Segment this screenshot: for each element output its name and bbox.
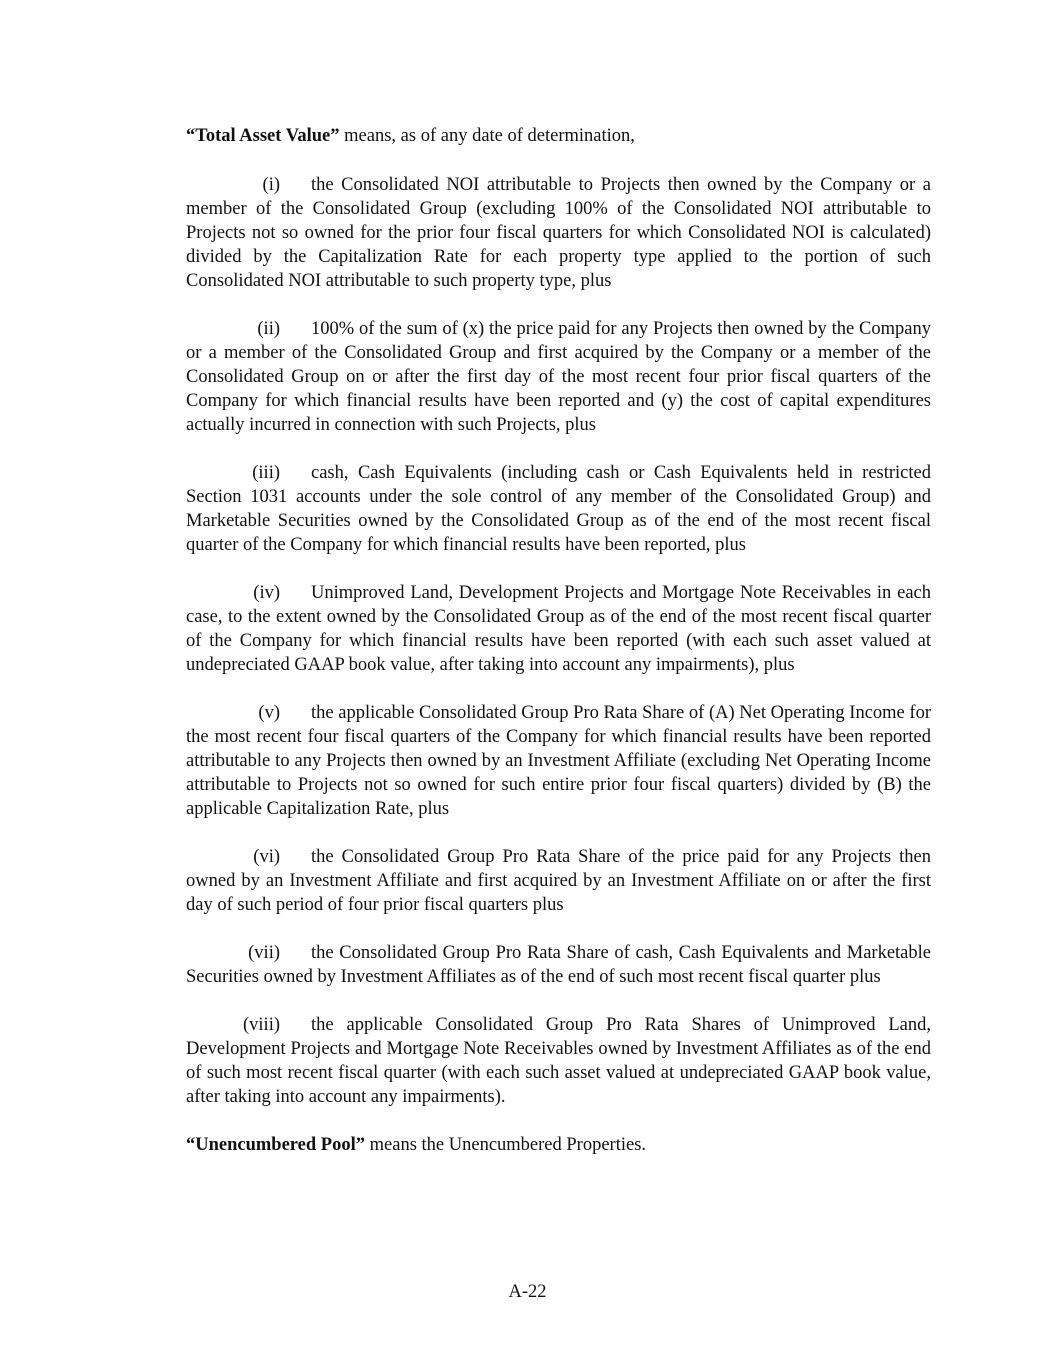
clause-number: (vi): [253, 847, 280, 867]
clause-ii: [186, 317, 931, 437]
clause-text: the Consolidated Group Pro Rata Share of the price paid for any Projects then owned by an Investment Affiliate and first acquired by an Investment Affiliate on or after the first day of such period of four prior fiscal quarters plus: [186, 847, 931, 915]
clause-viii: [186, 1013, 931, 1109]
defined-term: “Total Asset Value”: [186, 126, 340, 146]
clause-text: the applicable Consolidated Group Pro Rata Shares of Unimproved Land, Development Projects and Mortgage Note Receivables owned by Investment Affiliates as of the end of such most recent fiscal quarter (with each such asset valued at undepreciated GAAP book value, after taking into account any impairments).: [186, 1015, 931, 1107]
clause-text: the applicable Consolidated Group Pro Rata Share of (A) Net Operating Income for the most recent four fiscal quarters of the Company for which financial results have been reported attributable to any Projects then owned by an Investment Affiliate (excluding Net Operating Income attributable to Projects not so owned for such entire prior four fiscal quarters) divided by (B) the applicable Capitalization Rate, plus: [186, 703, 931, 819]
clause-number: (ii): [257, 319, 280, 339]
document-body: [186, 124, 931, 1157]
definition-total-asset-value: [186, 124, 931, 148]
clause-number: (i): [262, 175, 280, 195]
clause-vii: [186, 941, 931, 989]
clause-number: (iv): [253, 583, 280, 603]
clause-text: the Consolidated NOI attributable to Projects then owned by the Company or a member of the Consolidated Group (excluding 100% of the Consolidated NOI attributable to Projects not so owned for the prior four fiscal quarters for which Consolidated NOI is calculated) divided by the Capitalization Rate for each property type applied to the portion of such Consolidated NOI attributable to such property type, plus: [186, 175, 931, 291]
definition-unencumbered-pool: [186, 1133, 931, 1157]
clause-i: [186, 173, 931, 293]
clause-text: the Consolidated Group Pro Rata Share of cash, Cash Equivalents and Marketable Securities owned by Investment Affiliates as of the end of such most recent fiscal quarter plus: [186, 943, 931, 987]
clause-number: (vii): [248, 943, 280, 963]
defined-term: “Unencumbered Pool”: [186, 1135, 366, 1155]
clause-v: [186, 701, 931, 821]
clause-number: (v): [258, 703, 280, 723]
definition-text: means, as of any date of determination,: [339, 126, 635, 146]
clause-number: (iii): [252, 463, 280, 483]
clause-iv: [186, 581, 931, 677]
clause-text: Unimproved Land, Development Projects and Mortgage Note Receivables in each case, to the extent owned by the Consolidated Group as of the end of the most recent fiscal quarter of the Company for which financial results have been reported (with each such asset valued at undepreciated GAAP book value, after taking into account any impairments), plus: [186, 583, 931, 675]
clause-text: 100% of the sum of (x) the price paid for any Projects then owned by the Company or a member of the Consolidated Group and first acquired by the Company or a member of the Consolidated Group on or after the first day of the most recent four prior fiscal quarters of the Company for which financial results have been reported and (y) the cost of capital expenditures actually incurred in connection with such Projects, plus: [186, 319, 931, 435]
page-number: A-22: [508, 1282, 547, 1302]
clause-iii: [186, 461, 931, 557]
definition-text: means the Unencumbered Properties.: [365, 1135, 647, 1155]
clause-vi: [186, 845, 931, 917]
clause-text: cash, Cash Equivalents (including cash or Cash Equivalents held in restricted Section 1031 accounts under the sole control of any member of the Consolidated Group) and Marketable Securities owned by the Consolidated Group as of the end of the most recent fiscal quarter of the Company for which financial results have been reported, plus: [186, 463, 931, 555]
clause-number: (viii): [243, 1015, 280, 1035]
